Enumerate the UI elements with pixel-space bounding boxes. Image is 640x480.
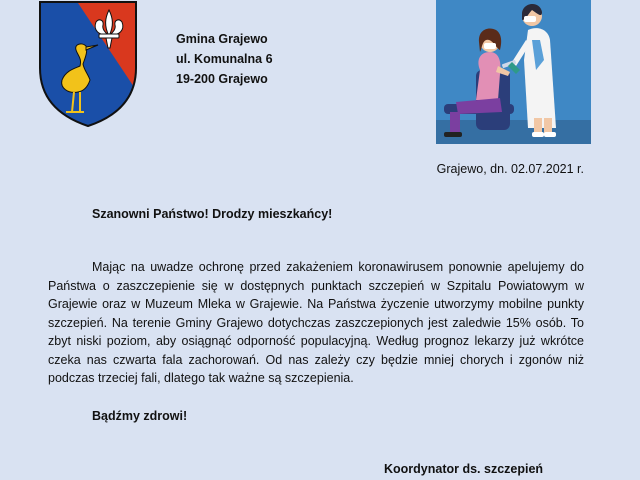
- address-line-office: Gmina Grajewo: [176, 32, 268, 46]
- vaccination-illustration: [436, 0, 591, 144]
- letter-greeting: Szanowni Państwo! Drodzy mieszkańcy!: [92, 207, 333, 221]
- letter-closing: Bądźmy zdrowi!: [92, 409, 188, 423]
- address-line-street: ul. Komunalna 6: [176, 52, 273, 66]
- letter-signature: Koordynator ds. szczepień: [384, 462, 544, 476]
- coat-of-arms-icon: [36, 0, 140, 128]
- letter-body: Mając na uwadze ochronę przed zakażeniem koronawirusem ponownie apelujemy do Państwa o zaszczepienie się w dostępnych punktach szczepień w Szpitalu Powiatowym w Grajewie oraz w Muzeum Mleka w Grajewie. Na Państwa życzenie utworzymy mobilne punkty szczepień. Na terenie Gminy Grajewo dotychczas zaszczepionych jest zaledwie 15% osób. To zbyt niski poziom, aby osiągnąć odporność populacyjną. Według prognoz lekarzy już wkrótce czeka nas czwarta fala zachorowań. Od nas zależy czy będzie mniej chorych i zgonów niż podczas trzeciej fali, dlatego tak ważne są szczepienia.: [48, 260, 584, 385]
- letter-date: Grajewo, dn. 02.07.2021 r.: [436, 162, 584, 176]
- address-line-postal: 19-200 Grajewo: [176, 72, 268, 86]
- letterhead-address: [176, 29, 273, 89]
